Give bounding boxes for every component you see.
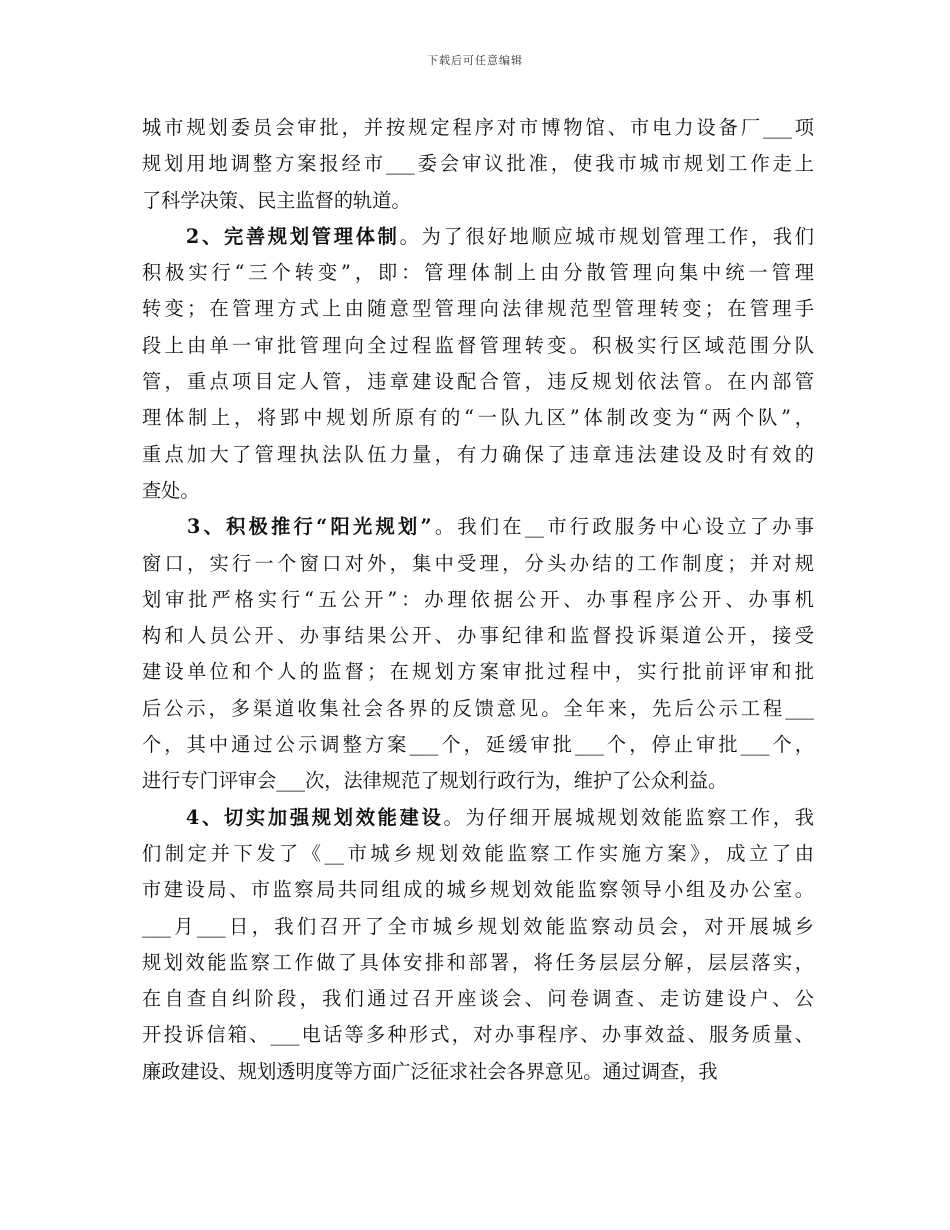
text-run: 查处。 [142, 478, 200, 502]
text-run: 转变；在管理方式上由随意型管理向法律规范型管理转变；在管理手 [142, 297, 814, 321]
text-run: 廉政建设、规划透明度等方面广泛征求社会各界意见。通过调查，我 [142, 1059, 718, 1083]
text-run: 划审批严格实行“五公开”：办理依据公开、办事程序公开、办事机 [142, 587, 814, 611]
text-line [142, 328, 814, 364]
paragraph [142, 800, 814, 1090]
text-line [142, 909, 814, 945]
text-run: 们制定并下发了《__市城乡规划效能监察工作实施方案》，成立了由 [142, 841, 814, 865]
text-run: 积极实行“三个转变”，即：管理体制上由分散管理向集中统一管理 [142, 261, 814, 285]
text-run: 窗口，实行一个窗口对外，集中受理，分头办结的工作制度；并对规 [142, 551, 814, 575]
text-line [142, 437, 814, 473]
text-line [142, 582, 814, 618]
paragraph [142, 110, 814, 219]
section-heading: 3、积极推行“阳光规划” [142, 515, 432, 539]
text-run: 规划用地调整方案报经市___委会审议批准，使我市城市规划工作走上 [142, 152, 814, 176]
text-line [142, 146, 814, 182]
text-run: 进行专门评审会___次，法律规范了规划行政行为，维护了公众利益。 [142, 769, 728, 793]
text-run: 建设单位和个人的监督；在规划方案审批过程中，实行批前评审和批 [142, 660, 814, 684]
text-line [142, 1017, 814, 1053]
text-line [142, 654, 814, 690]
text-line [142, 364, 814, 400]
text-line [142, 400, 814, 436]
text-line [142, 981, 814, 1017]
text-run: 规划效能监察工作做了具体安排和部署，将任务层层分解，层层落实， [142, 950, 814, 974]
document-body [142, 110, 814, 1090]
text-line [142, 255, 814, 291]
text-line [142, 800, 814, 836]
text-run: 。我们在__市行政服务中心设立了办事 [431, 515, 814, 539]
text-line [142, 291, 814, 327]
text-run: 。为了很好地顺应城市规划管理工作，我们 [399, 224, 814, 248]
paragraph [142, 219, 814, 509]
text-run: 构和人员公开、办事结果公开、办事纪律和监督投诉渠道公开，接受 [142, 624, 814, 648]
text-run: 理体制上，将郢中规划所原有的“一队九区”体制改变为“两个队”， [142, 406, 814, 430]
text-line [142, 618, 814, 654]
text-run: 了科学决策、民主监督的轨道。 [142, 188, 411, 212]
text-line [142, 219, 814, 255]
text-run: 市建设局、市监察局共同组成的城乡规划效能监察领导小组及办公室。 [142, 878, 814, 902]
text-line [142, 546, 814, 582]
text-run: 个，其中通过公示调整方案___个，延缓审批___个，停止审批___个， [142, 733, 814, 757]
text-run: 开投诉信箱、___电话等多种形式，对办事程序、办事效益、服务质量、 [142, 1023, 814, 1047]
text-run: 城市规划委员会审批，并按规定程序对市博物馆、市电力设备厂___项 [142, 116, 814, 139]
text-run: 管，重点项目定人管，违章建设配合管，违反规划依法管。在内部管 [142, 370, 814, 394]
text-line [142, 1054, 814, 1090]
page-header: 下载后可任意编辑 [427, 54, 523, 67]
text-run: 后公示，多渠道收集社会各界的反馈意见。全年来，先后公示工程___ [142, 696, 814, 720]
text-line [142, 836, 814, 872]
text-run: 段上由单一审批管理向全过程监督管理转变。积极实行区域范围分队 [142, 333, 814, 357]
text-line [142, 473, 814, 509]
text-run: 重点加大了管理执法队伍力量，有力确保了违章违法建设及时有效的 [142, 442, 814, 466]
text-line [142, 691, 814, 727]
text-line [142, 509, 814, 545]
text-line [142, 872, 814, 908]
text-line [142, 727, 814, 763]
text-run: 。为仔细开展城规划效能监察工作，我 [443, 805, 814, 829]
text-line [142, 110, 814, 146]
text-run: 在自查自纠阶段，我们通过召开座谈会、问卷调查、走访建设户、公 [142, 987, 814, 1011]
text-run: ___月___日，我们召开了全市城乡规划效能监察动员会，对开展城乡 [142, 914, 814, 938]
text-line [142, 763, 814, 799]
paragraph [142, 509, 814, 799]
text-line [142, 183, 814, 219]
text-line [142, 945, 814, 981]
section-heading: 4、切实加强规划效能建设 [142, 805, 444, 829]
section-heading: 2、完善规划管理体制 [142, 224, 400, 248]
